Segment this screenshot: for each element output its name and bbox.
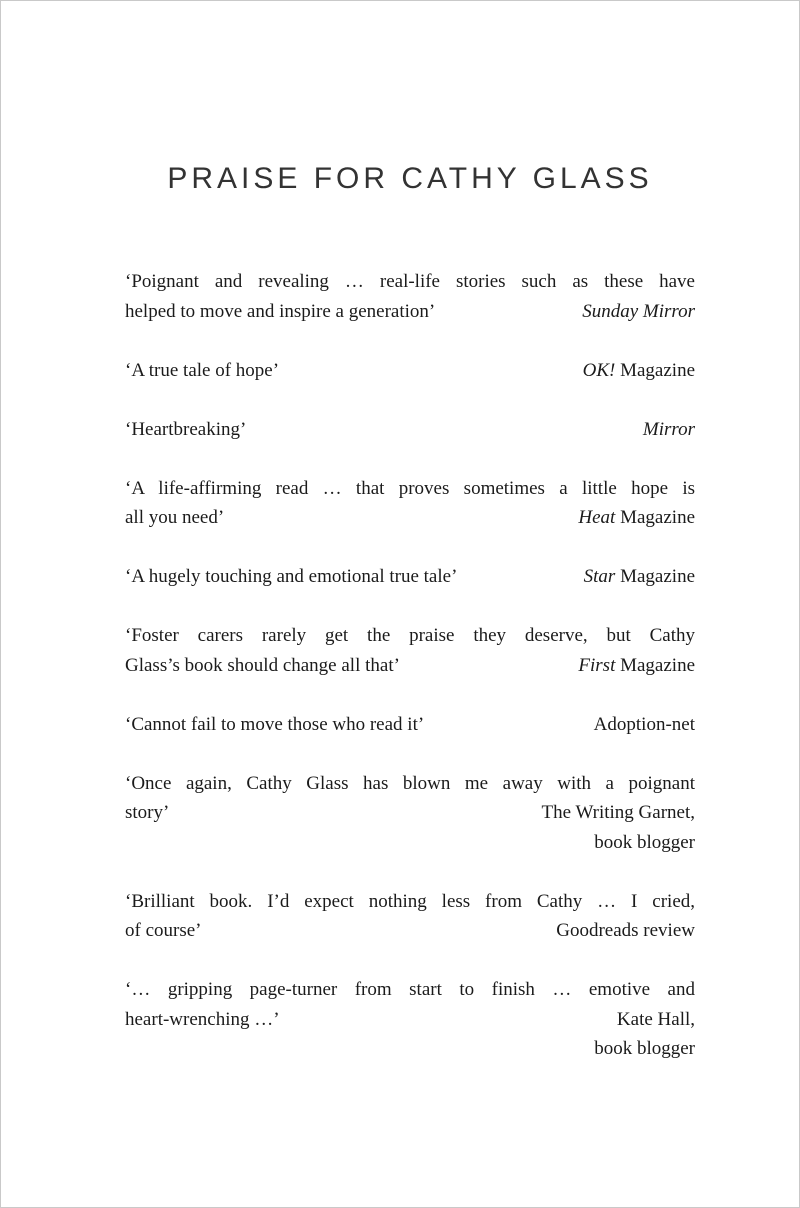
quote-block (125, 710, 695, 740)
quote-text-line: ‘Once again, Cathy Glass has blown me away with a poignant (125, 772, 695, 794)
quote-text: ‘Heartbreaking’ (125, 418, 247, 440)
quote-text-line: ‘Brilliant book. I’d expect nothing less from Cathy … I cried, (125, 890, 695, 912)
quote-block (125, 975, 695, 1064)
attribution (584, 562, 695, 592)
attribution-segment: Sunday Mirror (582, 300, 695, 322)
quote-text: helped to move and inspire a generation’ (125, 300, 436, 322)
quote-text: all you need’ (125, 507, 225, 528)
attribution-segment: book blogger (594, 1038, 695, 1059)
attribution-segment: OK! (582, 359, 616, 381)
quote-last-line (125, 562, 695, 592)
quote-block (125, 267, 695, 326)
quote-block (125, 621, 695, 680)
praise-quotes-list (125, 267, 695, 1064)
quote-last-line (125, 798, 695, 828)
quote-block (125, 356, 695, 386)
quote-last-line (125, 503, 695, 533)
attribution (556, 916, 695, 946)
quote-text: story’ (125, 802, 170, 823)
attribution (582, 297, 695, 327)
attribution-segment: Star (583, 566, 616, 587)
quote-text: Glass’s book should change all that’ (125, 654, 400, 676)
attribution-segment: First (578, 654, 616, 676)
attribution (617, 1005, 695, 1035)
page-content (1, 1, 799, 1064)
quote-last-line (125, 651, 695, 681)
quote-last-line (125, 916, 695, 946)
quote-block (125, 474, 695, 533)
attribution-continued (125, 828, 695, 858)
attribution (578, 503, 695, 533)
attribution-segment: Adoption-net (593, 713, 695, 735)
quote-text-line: ‘Foster carers rarely get the praise they deserve, but Cathy (125, 625, 695, 646)
attribution-segment: book blogger (594, 831, 695, 853)
quote-text: of course’ (125, 920, 202, 941)
quote-text: heart-wrenching …’ (125, 1008, 280, 1030)
quote-block (125, 562, 695, 592)
quote-block (125, 769, 695, 858)
attribution (643, 415, 695, 445)
attribution-segment: Goodreads review (556, 920, 695, 941)
quote-text-line: ‘A life-affirming read … that proves sometimes a little hope is (125, 477, 695, 499)
attribution (583, 356, 695, 386)
quote-last-line (125, 710, 695, 740)
attribution (578, 651, 695, 681)
quote-last-line (125, 356, 695, 386)
attribution-segment: Mirror (642, 418, 695, 440)
quote-last-line (125, 297, 695, 327)
attribution (542, 798, 695, 828)
quote-text-line: ‘… gripping page-turner from start to finish … emotive and (125, 979, 695, 1000)
quote-text: ‘A true tale of hope’ (125, 359, 280, 381)
attribution-continued (125, 1034, 695, 1064)
page-title: PRAISE FOR CATHY GLASS (167, 162, 653, 195)
attribution-segment: Heat (578, 507, 616, 528)
quote-text: ‘A hugely touching and emotional true tale’ (125, 566, 458, 587)
attribution-segment: The Writing Garnet, (541, 802, 695, 823)
attribution-segment: Kate Hall, (616, 1008, 695, 1030)
attribution-segment: Magazine (615, 566, 695, 587)
quote-block (125, 887, 695, 946)
quote-text-line: ‘Poignant and revealing … real-life stories such as these have (125, 271, 695, 292)
attribution (594, 710, 695, 740)
quote-text: ‘Cannot fail to move those who read it’ (125, 713, 425, 735)
quote-last-line (125, 1005, 695, 1035)
quote-block (125, 415, 695, 445)
attribution-segment: Magazine (615, 654, 695, 676)
quote-last-line (125, 415, 695, 445)
attribution-segment: Magazine (615, 359, 695, 381)
attribution-segment: Magazine (615, 507, 695, 528)
